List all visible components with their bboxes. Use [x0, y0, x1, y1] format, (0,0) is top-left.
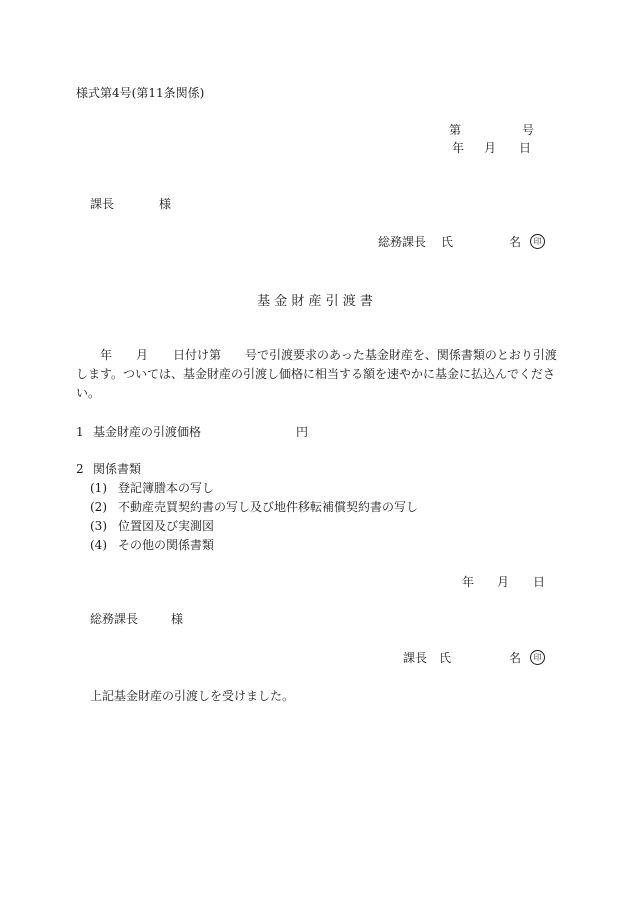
body-line2: します。ついては、基金財産の引渡し価格に相当する額を速やかに基金に払込んでくださ: [76, 367, 556, 381]
document-title: 基 金 財 産 引 渡 書: [257, 294, 373, 309]
subitem-text: 不動産売買契約書の写し及び地件移転補償契約書の写し: [118, 500, 419, 514]
sender2-name-label-1: 氏: [439, 651, 452, 665]
addressee1-honorific: 様: [159, 197, 172, 211]
seal-mark: 印: [530, 650, 545, 665]
addressee1-title: 課長: [90, 197, 115, 211]
date2-month: 月: [497, 575, 510, 589]
receipt-text: 上記基金財産の引渡しを受けました。: [90, 689, 295, 703]
date2-day: 日: [533, 575, 546, 589]
item1-number: 1: [76, 425, 84, 439]
sender2-seal: [528, 650, 545, 665]
sender1-name-label-2: 名: [509, 235, 522, 249]
subitem-number: (3): [90, 519, 107, 533]
body-line3: い。: [76, 386, 101, 400]
form-label: 様式第4号(第11条関係): [76, 86, 205, 100]
subitem-number: (4): [90, 538, 107, 552]
addressee2-title: 総務課長: [90, 612, 139, 626]
body-date-prefix: 日付け第: [173, 348, 222, 362]
addressee2-honorific: 様: [171, 612, 184, 626]
subitem-number: (1): [90, 481, 107, 495]
item1-unit: 円: [296, 425, 309, 439]
sender1-title: 総務課長: [378, 235, 427, 249]
sender1-name-label-1: 氏: [441, 235, 454, 249]
item1-label: 基金財産の引渡価格: [93, 425, 202, 439]
date2-year: 年: [462, 575, 475, 589]
body-line1-text: 号で引渡要求のあった基金財産を、関係書類のとおり引渡: [245, 348, 557, 362]
header-month: 月: [484, 141, 497, 155]
subitem-number: (2): [90, 500, 107, 514]
subitem-text: 位置図及び実測図: [118, 519, 215, 533]
body-year: 年: [100, 348, 113, 362]
body-month: 月: [136, 348, 149, 362]
seal-mark: 印: [530, 234, 545, 249]
sender1-seal: [528, 234, 545, 249]
number-suffix: 号: [522, 123, 535, 137]
item2-number: 2: [76, 462, 84, 476]
subitem-text: 登記簿謄本の写し: [118, 481, 215, 495]
subitem-text: その他の関係書類: [118, 538, 215, 552]
item2-label: 関係書類: [93, 462, 142, 476]
header-day: 日: [519, 141, 532, 155]
number-prefix: 第: [449, 123, 462, 137]
sender2-name-label-2: 名: [509, 651, 522, 665]
header-year: 年: [452, 141, 465, 155]
sender2-title: 課長: [403, 651, 428, 665]
